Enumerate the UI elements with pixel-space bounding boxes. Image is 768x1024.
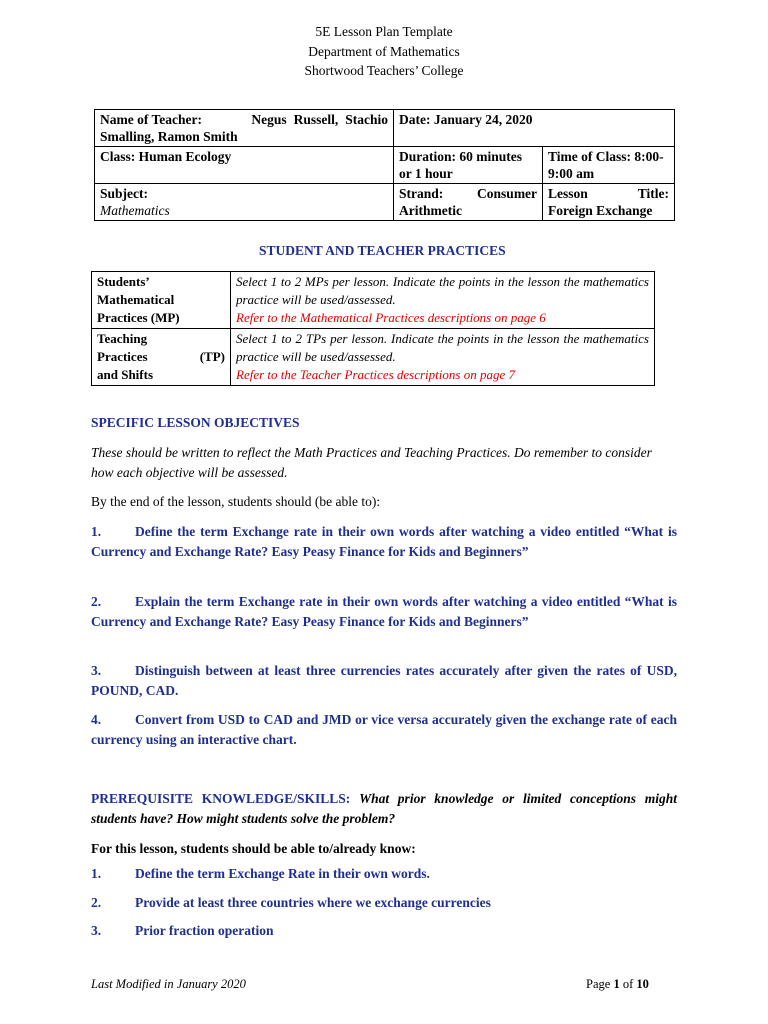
teacher-cell [95, 110, 394, 147]
teacher-name-part2: Russell, [293, 112, 339, 127]
tp-reference: Refer to the Teacher Practices descriptions on page 7 [236, 367, 515, 382]
strand-value-1: Consumer [477, 186, 538, 201]
objective-number: 4. [91, 712, 102, 727]
lesson-label-2: Title: [637, 186, 669, 201]
date-value: Date: January 24, 2020 [399, 112, 533, 127]
prerequisite-number: 1. [91, 866, 102, 881]
tp-desc-cell [231, 329, 655, 386]
footer-modified: Last Modified in January 2020 [91, 977, 246, 991]
lesson-info-table [94, 109, 675, 221]
page-word: Page [586, 977, 611, 991]
time-cell [543, 147, 675, 184]
header-line-1: 5E Lesson Plan Template [315, 24, 453, 39]
prerequisite-question: What prior knowledge or limited conceptions might students have? How might students solve the problem? [91, 791, 678, 826]
objective-text: Explain the term Exchange rate in their own words after watching a video entitled “What is Currency and Exchange Rate? Easy Peasy Finance for Kids and Beginners” [91, 594, 677, 629]
time-line2: 9:00 am [548, 166, 595, 181]
prerequisite-lead: For this lesson, students should be able to/already know: [91, 841, 416, 856]
footer-page-number [586, 977, 649, 992]
page-current: 1 [613, 977, 620, 991]
tp-label-line2a: Practices [97, 349, 148, 364]
tp-label-line1: Teaching [97, 331, 148, 346]
page-total: 10 [636, 977, 649, 991]
objective-text: Distinguish between at least three currencies rates accurately after given the rates of USD, POUND, CAD. [91, 663, 677, 698]
prerequisite-text: Provide at least three countries where we exchange currencies [135, 895, 491, 910]
mp-label-line3: Practices (MP) [97, 310, 180, 325]
practices-table [91, 271, 655, 386]
subject-cell [95, 184, 394, 221]
teacher-name-part1: Negus [251, 112, 287, 127]
subject-label: Subject: [100, 186, 148, 201]
objective-text: Convert from USD to CAD and JMD or vice versa accurately given the exchange rate of each currency using an interactive chart. [91, 712, 677, 747]
objectives-intro: These should be written to reflect the Math Practices and Teaching Practices. Do remember to consider how each objective will be assessed. [91, 445, 652, 480]
lesson-title-cell [543, 184, 675, 221]
prerequisite-title: PREREQUISITE KNOWLEDGE/SKILLS: [91, 791, 351, 806]
prerequisite-number: 2. [91, 895, 102, 910]
objectives-title: SPECIFIC LESSON OBJECTIVES [91, 415, 300, 430]
teacher-name-part3: Stachio [345, 112, 389, 127]
prerequisite-block [91, 789, 677, 829]
objective-number: 1. [91, 524, 102, 539]
date-cell [394, 110, 675, 147]
lesson-label-1: Lesson [548, 186, 588, 201]
prerequisite-item-2 [91, 895, 491, 911]
prerequisite-item-1 [91, 866, 430, 882]
duration-line1: Duration: 60 minutes [399, 149, 523, 164]
objective-number: 3. [91, 663, 102, 678]
subject-value: Mathematics [100, 203, 170, 218]
class-cell [95, 147, 394, 184]
objectives-lead: By the end of the lesson, students should (be able to): [91, 494, 381, 509]
objective-text: Define the term Exchange rate in their own words after watching a video entitled “What is Currency and Exchange Rate? Easy Peasy Finance for Kids and Beginners” [91, 524, 677, 559]
strand-value-2: Arithmetic [399, 203, 463, 218]
teacher-label: Name of Teacher: [100, 112, 202, 127]
lesson-title-value: Foreign Exchange [548, 203, 653, 218]
objective-item-4 [91, 710, 677, 750]
document-header [0, 22, 768, 81]
practices-title: STUDENT AND TEACHER PRACTICES [259, 243, 506, 258]
tp-label-line2b: (TP) [199, 349, 225, 364]
objective-number: 2. [91, 594, 102, 609]
duration-line2: or 1 hour [399, 166, 453, 181]
mp-desc-cell [231, 272, 655, 329]
prerequisite-text: Define the term Exchange Rate in their own words. [135, 866, 430, 881]
tp-description: Select 1 to 2 TPs per lesson. Indicate the points in the lesson the mathematics practice will be used/assessed. [236, 331, 649, 364]
mp-label-line1: Students’ [97, 274, 150, 289]
mp-reference: Refer to the Mathematical Practices descriptions on page 6 [236, 310, 546, 325]
teacher-name-line2: Smalling, Ramon Smith [100, 129, 238, 144]
tp-label-cell [92, 329, 231, 386]
prerequisite-number: 3. [91, 923, 102, 938]
tp-label-line3: and Shifts [97, 367, 153, 382]
mp-description: Select 1 to 2 MPs per lesson. Indicate the points in the lesson the mathematics practice will be used/assessed. [236, 274, 649, 307]
duration-cell [394, 147, 543, 184]
prerequisite-text: Prior fraction operation [135, 923, 274, 938]
prerequisite-item-3 [91, 923, 273, 939]
header-line-3: Shortwood Teachers’ College [304, 63, 464, 78]
objective-item-3 [91, 661, 677, 701]
page-of-word: of [622, 977, 634, 991]
objective-item-1 [91, 522, 677, 562]
mp-label-line2: Mathematical [97, 292, 175, 307]
strand-cell [394, 184, 543, 221]
objective-item-2 [91, 592, 677, 632]
class-value: Class: Human Ecology [100, 149, 232, 164]
header-line-2: Department of Mathematics [308, 43, 460, 59]
strand-label: Strand: [399, 186, 444, 201]
time-line1: Time of Class: 8:00- [548, 149, 664, 164]
mp-label-cell [92, 272, 231, 329]
